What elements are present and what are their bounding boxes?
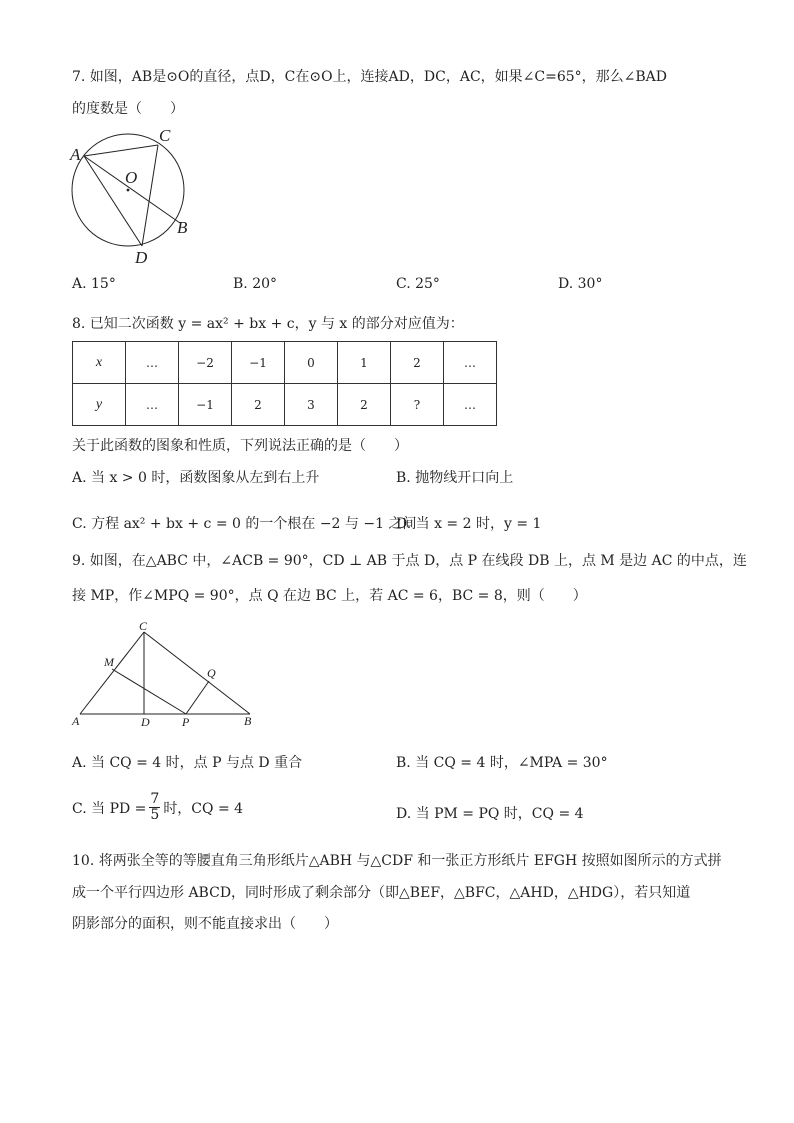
q7-option-d[interactable]: D. 30° [558,276,603,292]
table-cell: … [126,342,179,384]
table-cell: 2 [338,384,391,426]
label-o: O [125,168,138,187]
q10-stem-line2: 成一个平行四边形 ABCD，同时形成了剩余部分（即△BEF，△BFC，△AHD，△HDG），若只知道 [72,885,691,901]
segment-bc [144,632,250,714]
table-cell: x [73,342,126,384]
label-a: A [70,145,81,164]
table-cell: … [444,342,497,384]
q7-stem-line2: 的度数是（ ） [72,101,184,117]
q9-option-c[interactable] [72,792,243,823]
q10-stem-line1: 10. 将两张全等的等腰直角三角形纸片△ABH 与△CDF 和一张正方形纸片 EFGH 按照如图所示的方式拼 [72,853,722,869]
q8-question: 关于此函数的图象和性质，下列说法正确的是（ ） [72,438,408,454]
label-b: B [177,218,188,237]
table-cell: y [73,384,126,426]
segment-ac [84,145,158,156]
q8-stem: 8. 已知二次函数 y = ax² + bx + c，y 与 x 的部分对应值为： [72,316,464,332]
q9-option-b[interactable]: B. 当 CQ = 4 时，∠MPA = 30° [396,755,608,771]
table-cell: 1 [338,342,391,384]
q7-circle-figure [62,125,202,265]
q8-option-a[interactable]: A. 当 x > 0 时，函数图象从左到右上升 [72,470,320,486]
table-cell: −1 [232,342,285,384]
fraction [149,792,160,823]
table-cell: 2 [232,384,285,426]
q7-stem-line1: 7. 如图，AB是⊙O的直径，点D，C在⊙O上，连接AD，DC，AC，如果∠C=65°，那么∠BAD [72,69,667,85]
q7-option-b[interactable]: B. 20° [233,276,278,292]
q7-option-c[interactable]: C. 25° [396,276,440,292]
q8-option-b[interactable]: B. 抛物线开口向上 [396,470,514,486]
label-m: M [104,655,114,669]
q9-triangle-figure [66,615,266,730]
table-cell: −1 [179,384,232,426]
table-cell: … [444,384,497,426]
table-cell: 2 [391,342,444,384]
segment-mp [112,669,186,714]
label-d: D [135,248,148,265]
table-cell: … [126,384,179,426]
label-q: Q [207,666,216,680]
q9-stem-line2: 接 MP，作∠MPQ = 90°，点 Q 在边 BC 上，若 AC = 6，BC = 8，则（ ） [72,588,587,604]
q10-stem-line3: 阴影部分的面积，则不能直接求出（ ） [72,916,338,932]
table-cell: 3 [285,384,338,426]
q8-option-c[interactable]: C. 方程 ax² + bx + c = 0 的一个根在 −2 与 −1 之间 [72,516,417,532]
segment-pq [186,681,209,714]
fraction-denominator: 5 [150,807,160,823]
q8-option-d[interactable]: D. 当 x = 2 时，y = 1 [396,516,542,532]
table-cell: −2 [179,342,232,384]
label-d: D [141,715,150,729]
label-c: C [139,619,148,633]
segment-ac [80,632,144,714]
label-a: A [72,714,80,728]
table-cell: ? [391,384,444,426]
fraction-numerator: 7 [150,791,160,807]
option-c-prefix: C. 当 PD = [72,800,147,817]
label-c: C [159,126,171,145]
center-dot [127,189,130,192]
table-cell: 0 [285,342,338,384]
q9-option-a[interactable]: A. 当 CQ = 4 时，点 P 与点 D 重合 [72,755,303,771]
label-p: P [182,715,190,729]
label-b: B [244,714,252,728]
q9-stem-line1: 9. 如图，在△ABC 中，∠ACB = 90°，CD ⊥ AB 于点 D，点 P 在线段 DB 上，点 M 是边 AC 的中点，连 [72,553,747,569]
q7-option-a[interactable]: A. 15° [72,276,116,292]
option-c-suffix: 时，CQ = 4 [163,800,244,817]
q8-value-table [72,341,497,426]
table-row [73,342,497,384]
segment-dc [142,145,158,246]
table-row [73,384,497,426]
q9-option-d[interactable]: D. 当 PM = PQ 时，CQ = 4 [396,806,584,822]
segment-ab [84,156,180,223]
